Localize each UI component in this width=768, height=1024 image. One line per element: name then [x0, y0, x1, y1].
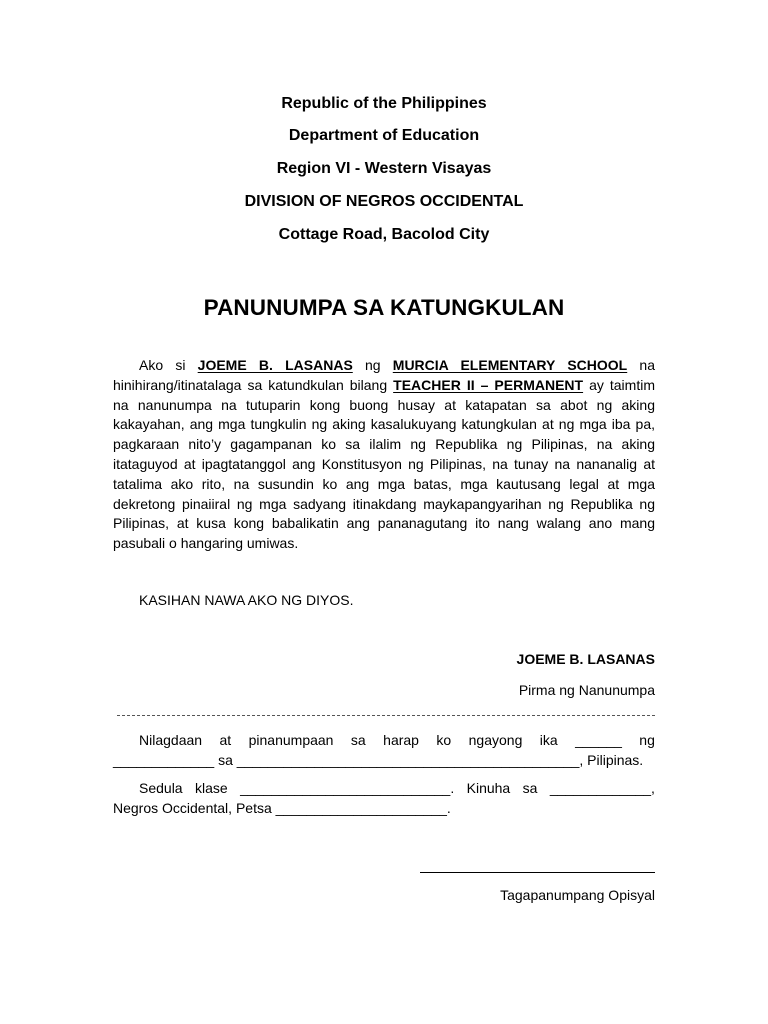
- cedula-class-blank: ___________________________.: [240, 780, 455, 796]
- header-address: Cottage Road, Bacolod City: [278, 226, 490, 243]
- oath-paragraph: [113, 356, 655, 554]
- cedula-place-blank: _____________,: [549, 780, 655, 796]
- jurat-word: pinanumpaan: [248, 732, 334, 748]
- header-department: Department of Education: [288, 127, 480, 144]
- oath-position: TEACHER II – PERMANENT: [393, 376, 584, 393]
- section-divider: [117, 715, 655, 716]
- cedula-word: Sedula: [139, 780, 183, 796]
- jurat-word: at: [219, 732, 232, 748]
- officer-signature-line: [420, 872, 655, 873]
- signatory-label: Pirma ng Nanunumpa: [518, 682, 655, 698]
- header-division: DIVISION OF NEGROS OCCIDENTAL: [244, 193, 524, 210]
- jurat-word: Nilagdaan: [139, 732, 203, 748]
- oath-school-name: MURCIA ELEMENTARY SCHOOL: [392, 357, 628, 373]
- jurat-word: ng: [639, 732, 655, 748]
- closing-blessing: KASIHAN NAWA AKO NG DIYOS.: [139, 592, 354, 608]
- header-region: Region VI - Western Visayas: [276, 160, 492, 177]
- oath-text-3: na hinihirang/itinatalaga sa katundkulan bilang: [113, 357, 656, 393]
- cedula-paragraph: [113, 778, 655, 818]
- oath-text-2: ng: [352, 357, 393, 373]
- jurat-paragraph: [113, 730, 655, 770]
- oath-text-4: ay taimtim na nanunumpa na tutuparin kong buong husay at katapatan sa abot ng aking kakayahan, ang mga tungkulin ng aking kasalukuyang katungkulan at ng mga iba pa, pagkaraan nito’y gagampanan ko sa ilalim ng Republika ng Pilipinas, na aking itataguyod at ipagtatanggol ang Konstitusyon ng Pilipinas, na tunay na nananalig at tatalima ako rito, na susundin ko ang mga batas, mga kautusang legal at mga dekretong pinaiiral ng mga sadyang itinakdang maykapangyarihan ng Republika ng Pilipinas, at kusa kong babalikatin ang pananagutang ito nang walang ano mang pasubali o hangaring umiwas.: [113, 376, 655, 552]
- cedula-line-1: [113, 778, 655, 798]
- day-blank: ______: [575, 732, 622, 748]
- oath-person-name: JOEME B. LASANAS: [197, 357, 353, 373]
- jurat-line-2: _____________ sa ____________________________________________, Pilipinas.: [113, 752, 644, 768]
- signatory-name: JOEME B. LASANAS: [516, 651, 655, 667]
- jurat-word: ngayong: [468, 732, 523, 748]
- jurat-word: ika: [539, 732, 558, 748]
- oath-text-1: Ako si: [139, 357, 198, 373]
- jurat-line-1: [113, 730, 655, 750]
- jurat-word: ko: [436, 732, 452, 748]
- officer-label: Tagapanumpang Opisyal: [500, 887, 655, 903]
- jurat-word: sa: [350, 732, 366, 748]
- cedula-line-2: Negros Occidental, Petsa ______________________.: [113, 800, 451, 816]
- header-republic: Republic of the Philippines: [281, 95, 487, 112]
- cedula-word: klase: [195, 780, 228, 796]
- cedula-word: sa: [522, 780, 538, 796]
- cedula-word: Kinuha: [466, 780, 511, 796]
- document-title: PANUNUMPA SA KATUNGKULAN: [203, 295, 565, 320]
- jurat-word: harap: [383, 732, 419, 748]
